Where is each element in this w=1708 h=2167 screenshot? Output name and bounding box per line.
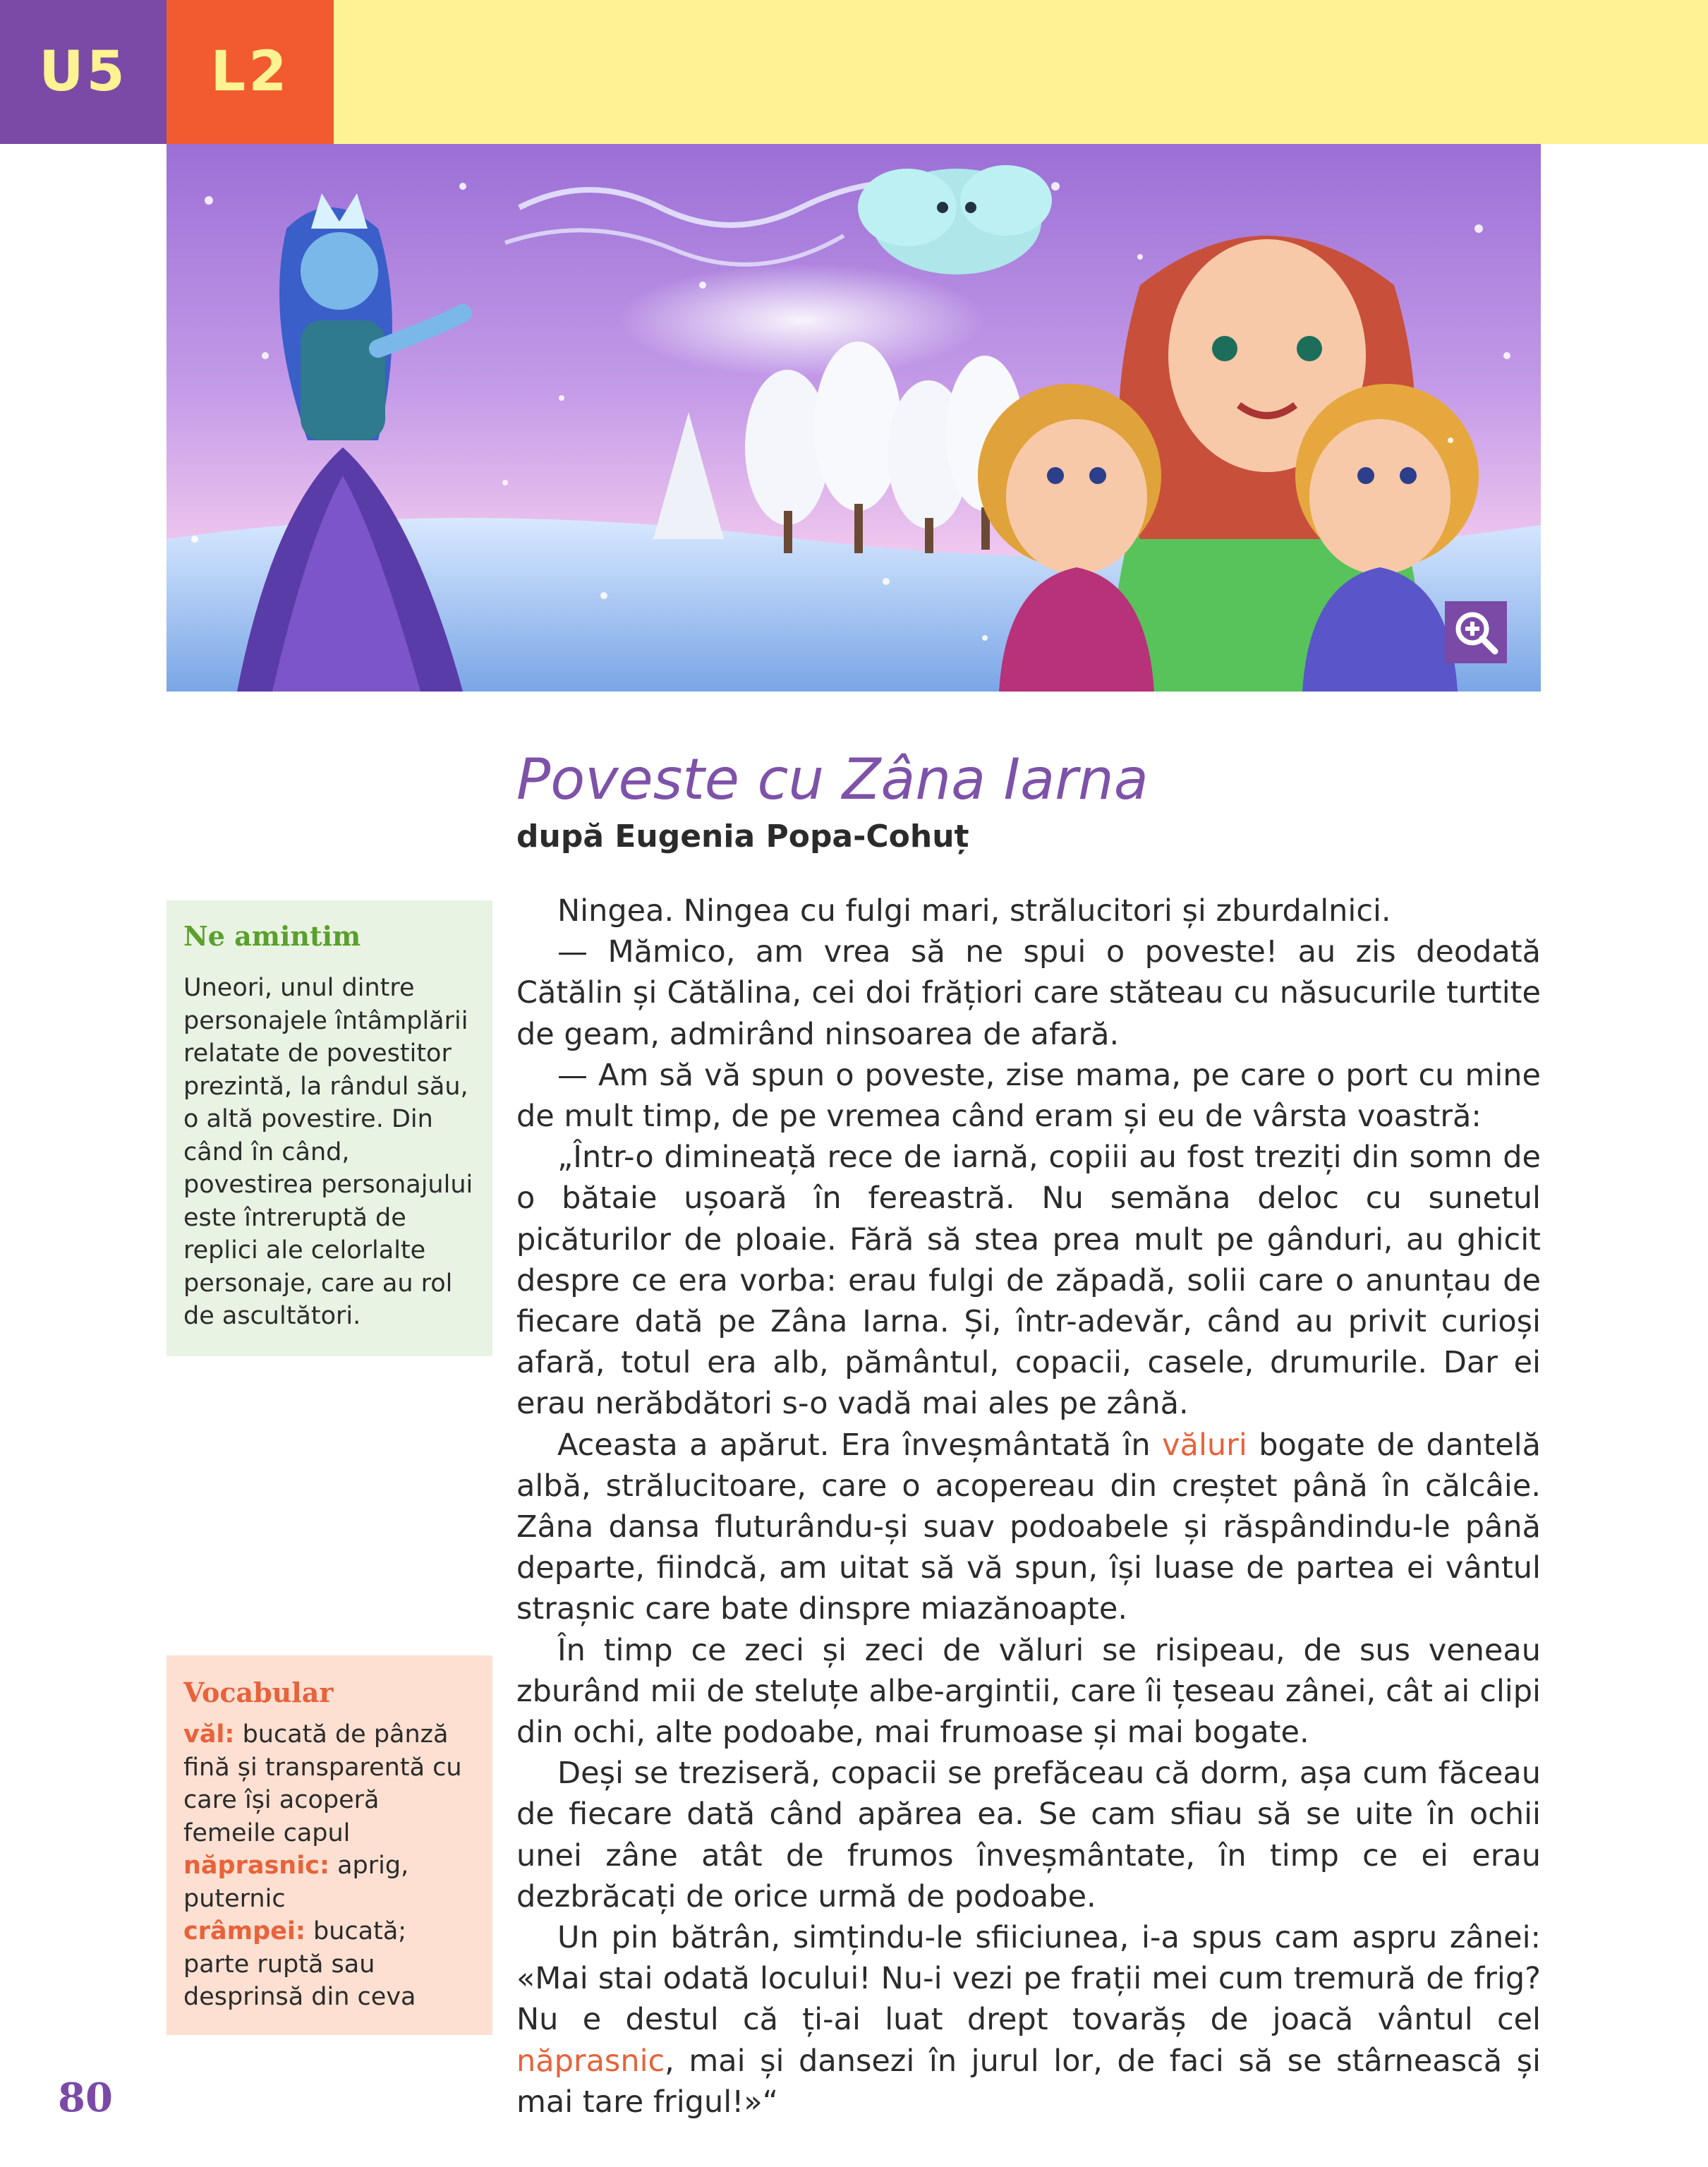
story-paragraph (516, 1917, 1541, 2123)
remember-box (166, 900, 492, 1356)
vocabulary-definition: bucată; parte ruptă sau desprinsă din ceva (183, 1917, 416, 2011)
remember-box-text: Uneori, unul dintre personajele întâmplării relatate de povestitor prezintă, la rândul său, o altă povestire. Din când în când, povestirea personajului este întreruptă de replici ale celorlalte personaje, care au rol de ascultători. (183, 974, 473, 1330)
story-illustration (166, 144, 1541, 692)
paragraph-text: Deși se treziseră, copacii se prefăceau că dorm, așa cum făceau de fiecare dată când apărea ea. Se cam sfiau să se uite în ochii unei zâne atât de frumos înveșmântate, în timp ce ei erau dezbrăcați de orice urmă de podoabe. (516, 1756, 1541, 1914)
vocabulary-term: crâmpei: (183, 1917, 305, 1945)
vocabulary-entry (183, 1915, 476, 2014)
story-paragraph (516, 931, 1541, 1055)
lesson-badge (166, 0, 334, 144)
paragraph-text: Aceasta a apărut. Era înveșmântată în (557, 1427, 1163, 1463)
unit-label: U5 (39, 40, 128, 104)
story-paragraph (516, 891, 1541, 931)
vocabulary-box (166, 1655, 492, 2035)
remember-box-title: Ne amintim (183, 920, 361, 952)
story-paragraph (516, 1630, 1541, 1753)
paragraph-text: — Am să vă spun o poveste, zise mama, pe care o port cu mine de mult timp, de pe vremea când eram și eu de vârsta voastră: (516, 1057, 1541, 1135)
paragraph-text: Un pin bătrân, simțindu-le sfiiciunea, i-a spus cam aspru zânei: «Mai stai odată locului! Nu-i vezi pe frații mei cum tremură de frig? Nu e destul că ți-ai luat drept tovarăș de joacă vântul cel (516, 1920, 1541, 2038)
vocabulary-entry (183, 1849, 476, 1915)
unit-badge (0, 0, 166, 144)
vocabulary-term: năprasnic: (183, 1852, 329, 1880)
story-paragraph (516, 1137, 1541, 1424)
paragraph-text: — Mămico, am vrea să ne spui o poveste! au zis deodată Cătălin și Cătălina, cei doi frățiori care stăteau cu năsucurile turtite de geam, admirând ninsoarea de afară. (516, 934, 1541, 1052)
zoom-in-icon (1451, 608, 1501, 657)
zoom-in-button[interactable] (1445, 601, 1507, 663)
lesson-label: L2 (210, 40, 290, 104)
story-paragraph (516, 1055, 1541, 1137)
story-author: după Eugenia Popa-Cohuț (516, 819, 969, 855)
vocabulary-term: văl: (183, 1720, 235, 1749)
vocabulary-definition: bucată de pânză fină și transparentă cu care își acoperă femeile capul (183, 1720, 462, 1847)
vocabulary-highlight: năprasnic (516, 2043, 665, 2079)
vocabulary-definition: aprig, puternic (183, 1852, 409, 1913)
paragraph-text: Ningea. Ningea cu fulgi mari, strălucitori și zburdalnici. (557, 893, 1391, 929)
vocabulary-highlight: văluri (1162, 1427, 1247, 1463)
header-bar (334, 0, 1708, 144)
paragraph-text: bogate de dantelă albă, strălucitoare, care o acopereau din creștet până în călcâie. Zâna dansa fluturându-și suav podoabele și răspândindu-le până departe, fiindcă, am uitat să vă spun, își luase de partea ei vântul strașnic care bate dinspre miazănoapte. (516, 1427, 1541, 1627)
paragraph-text: , mai și dansezi în jurul lor, de faci să se stârnească și mai tare frigul!»“ (516, 2043, 1541, 2120)
story-title: Poveste cu Zâna Iarna (516, 747, 1149, 812)
vocabulary-entry (183, 1718, 476, 1849)
story-paragraph (516, 1425, 1541, 1630)
story-text (516, 891, 1541, 2123)
paragraph-text: „Într-o dimineață rece de iarnă, copiii au fost treziți din somn de o bătaie ușoară în fereastră. Nu semăna deloc cu sunetul picăturilor de ploaie. Fără să stea prea mult pe gânduri, au ghicit despre ce era vorba: erau fulgi de zăpadă, solii care o anunțau de fiecare dată pe Zâna Iarna. Și, într-adevăr, când au privit curioși afară, totul era alb, pământul, copacii, casele, drumurile. Dar ei erau nerăbdători s-o vadă mai ales pe zână. (516, 1140, 1541, 1422)
winter-scene (166, 144, 1541, 692)
story-paragraph (516, 1753, 1541, 1917)
paragraph-text: În timp ce zeci și zeci de văluri se risipeau, de sus veneau zburând mii de steluțe albe-argintii, care îi țeseau zânei, cât ai clipi din ochi, alte podoabe, mai frumoase și mai bogate. (516, 1632, 1541, 1751)
page-number: 80 (58, 2075, 113, 2121)
vocabulary-box-title: Vocabular (183, 1677, 334, 1708)
